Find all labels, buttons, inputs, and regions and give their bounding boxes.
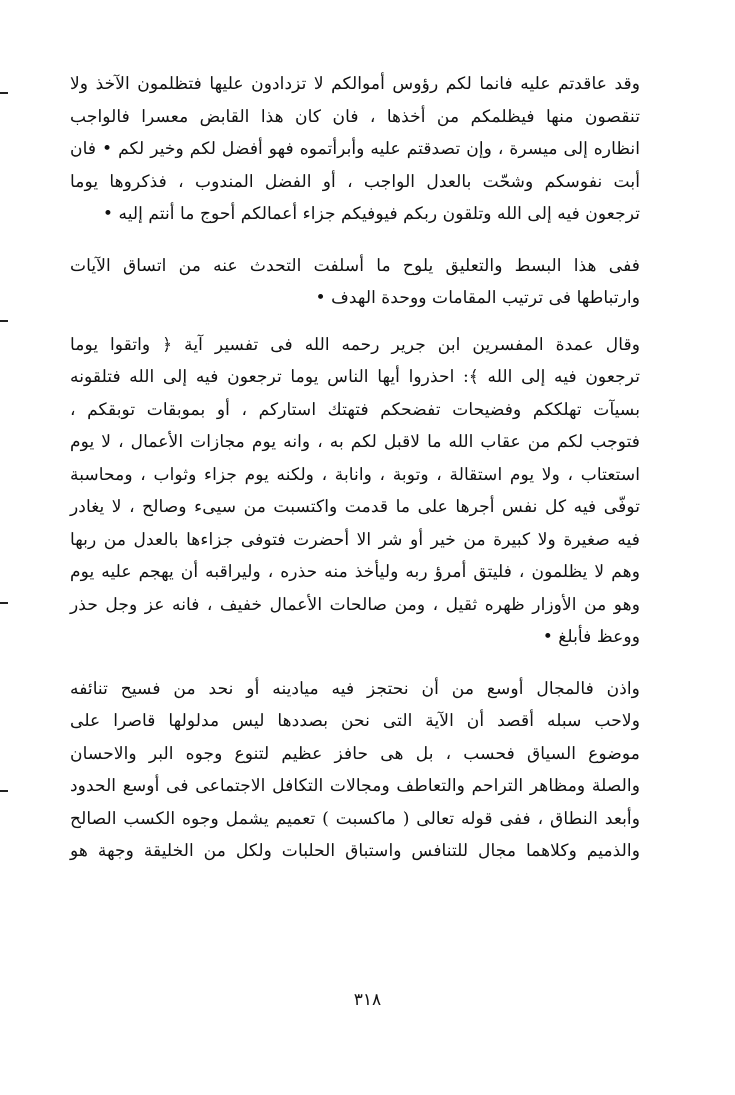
text-line: فيه صغيرة ولا كبيرة من خير أو شر الا أحضرت فتوفى جزاءها بالعدل من ربها [70, 529, 640, 550]
margin-mark [0, 92, 8, 94]
text-line: موضوع السياق فحسب ، بل هى حافز عظيم لتنوع وجوه البر والاحسان [70, 743, 640, 764]
text-line: والذميم وكلاهما مجال للتنافس واستباق الحلبات ولكل من الخليقة وجهة هو [70, 841, 640, 861]
text-line: توفّى فيه كل نفس أجرها على ما قدمت واكتسبت من سيىء وصالح ، لا يغادر [70, 497, 640, 517]
text-line: وقال عمدة المفسرين ابن جرير رحمه الله فى تفسير آية ﴿ واتقوا يوما [70, 334, 640, 355]
text-line: وقد عاقدتم عليه فانما لكم رؤوس أموالكم لا تزدادون عليها فتظلمون الآخذ ولا [70, 74, 640, 94]
text-line: ففى هذا البسط والتعليق يلوح ما أسلفت التحدث عنه من اتساق الآيات [70, 255, 640, 276]
text-line: فتوجب لكم من عقاب الله ما لاقبل لكم به ، وانه يوم مجازات الأعمال ، لا يوم [70, 432, 640, 452]
text-line: انظاره إلى ميسرة ، وإن تصدقتم عليه وأبرأتموه فهو أفضل لكم وخير لكم • فان [70, 139, 640, 159]
text-line: وارتباطها فى ترتيب المقامات ووحدة الهدف • [315, 288, 640, 308]
margin-mark [0, 320, 8, 322]
body-text [70, 68, 640, 887]
text-line: أبت نفوسكم وشحّت بالعدل الواجب ، أو الفضل المندوب ، فذكروها يوما [70, 171, 640, 192]
text-line: ترجعون فيه إلى الله وتلقون ربكم فيوفيكم جزاء أعمالكم أحوج ما أنتم إليه • [102, 204, 640, 224]
paragraph-3 [70, 329, 640, 654]
text-line: واذن فالمجال أوسع من أن نحتجز فيه ميادينه أو نحد من فسيح تنائفه [70, 678, 640, 699]
margin-mark [0, 602, 8, 604]
text-line: ووعظ فأبلغ • [542, 627, 640, 647]
text-line: ترجعون فيه إلى الله ﴾: احذروا أيها الناس يوما ترجعون فيه إلى الله فتلقونه [70, 367, 640, 387]
paragraph-1 [70, 68, 640, 231]
text-line: ولاحب سبله أقصد أن الآية التى نحن بصددها ليس مدلولها قاصرا على [70, 711, 640, 731]
text-line: بسيآت تهلككم وفضيحات تفضحكم فتهتك استاركم ، أو بموبقات توبقكم ، [70, 399, 640, 420]
text-line: وهم لا يظلمون ، فليتق أمرؤ ربه وليأخذ منه حذره ، وليراقبه أن يهجم عليه يوم [70, 562, 640, 582]
text-line: وهو من الأوزار ظهره ثقيل ، ومن صالحات الأعمال خفيف ، فانه عز وجل حذر [70, 594, 640, 615]
page-number: ٣١٨ [353, 990, 382, 1010]
text-line: استعتاب ، ولا يوم استقالة ، وتوبة ، وانابة ، ولكنه يوم جزاء وثواب ، ومحاسبة [70, 464, 640, 485]
text-line: تنقصون منها فيظلمكم من أخذها ، فان كان هذا القابض معسرا فالواجب [70, 106, 640, 127]
paragraph-4 [70, 673, 640, 868]
margin-mark [0, 790, 8, 792]
text-line: والصلة ومظاهر التراحم والتعاطف ومجالات التكافل الاجتماعى فى أوسع الحدود [70, 776, 640, 796]
text-line: وأبعد النطاق ، ففى قوله تعالى ( ماكسبت ) تعميم يشمل وجوه الكسب الصالح [70, 808, 640, 829]
paragraph-2 [70, 250, 640, 315]
